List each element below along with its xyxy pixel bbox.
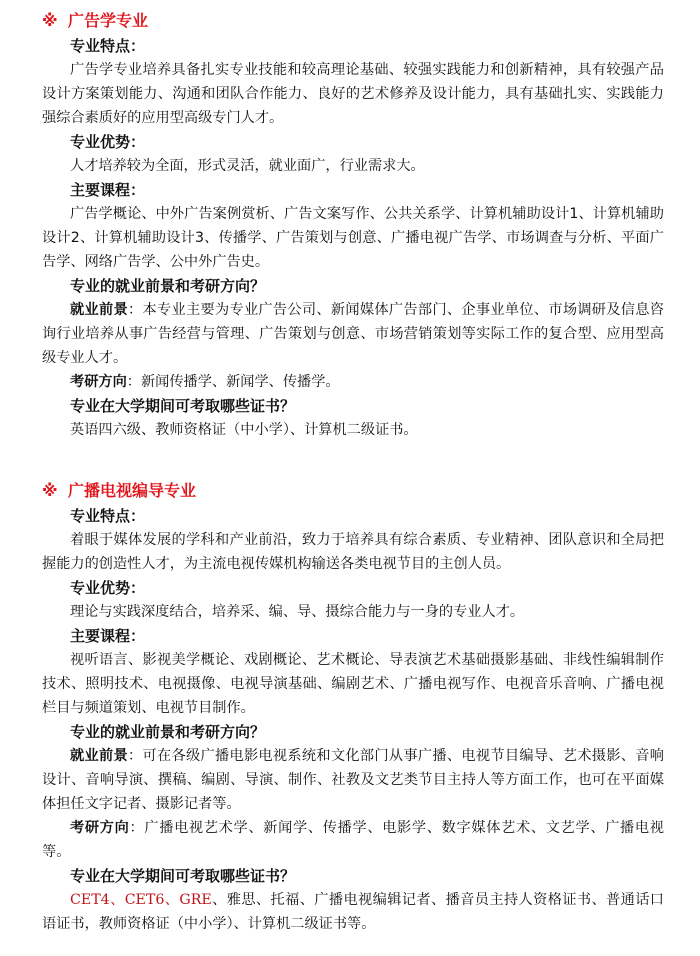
certs-rest-text: 、雅思、托福、广播电视编辑记者、播音员主持人资格证书、普通话口语证书，教师资格证（中小学）、计算机二级证书等。 <box>42 892 664 932</box>
cert-exam-names: CET4、CET6、GRE <box>70 892 212 908</box>
postgrad-text: ：新闻传播学、新闻学、传播学。 <box>126 374 340 390</box>
features-text: 着眼于媒体发展的学科和产业前沿，致力于培养具有综合素质、专业精神、团队意识和全局把握能力的创造性人才，为主流电视传媒机构输送各类电视节目的主创人员。 <box>42 532 664 572</box>
advantages-heading: 专业优势： <box>70 133 146 151</box>
courses-heading: 主要课程： <box>70 627 146 645</box>
courses-heading: 主要课程： <box>70 181 146 199</box>
postgrad-text: ：广播电视艺术学、新闻学、传播学、电影学、数字媒体艺术、文艺学、广播电视等。 <box>42 820 664 860</box>
postgrad-paragraph <box>0 370 700 394</box>
postgrad-paragraph <box>0 816 700 864</box>
advantages-text: 理论与实践深度结合，培养采、编、导、摄综合能力与一身的专业人才。 <box>70 604 525 620</box>
major-title <box>0 8 700 34</box>
major-title <box>0 478 700 504</box>
courses-text: 广告学概论、中外广告案例赏析、广告文案写作、公共关系学、计算机辅助设计1、计算机辅助设计2、计算机辅助设计3、传播学、广告策划与创意、广播电视广告学、市场调查与分析、平面广告学、网络广告学、公中外广告史。 <box>42 206 664 270</box>
employment-text: ：本专业主要为专业广告公司、新闻媒体广告部门、企事业单位、市场调研及信息咨询行业培养从事广告经营与管理、广告策划与创意、市场营销策划等实际工作的复合型、应用型高级专业人才。 <box>42 302 664 366</box>
advantages-heading: 专业优势： <box>70 579 146 597</box>
major-title-text: 广告学专业 <box>68 11 149 30</box>
postgrad-label: 考研方向 <box>70 820 130 836</box>
employment-label: 就业前景 <box>70 302 128 318</box>
employment-text: ：可在各级广播电影电视系统和文化部门从事广播、电视节目编导、艺术摄影、音响设计、音响导演、撰稿、编剧、导演、制作、社教及文艺类节目主持人等方面工作，也可在平面媒体担任文字记者、摄影记者等。 <box>42 748 664 812</box>
prospects-heading: 专业的就业前景和考研方向？ <box>70 277 266 295</box>
major-section-broadcast-directing <box>0 478 700 936</box>
employment-label: 就业前景 <box>70 748 128 764</box>
features-heading: 专业特点： <box>70 37 146 55</box>
advantages-text: 人才培养较为全面，形式灵活，就业面广，行业需求大。 <box>70 158 425 174</box>
postgrad-label: 考研方向 <box>70 374 127 390</box>
employment-paragraph <box>0 298 700 370</box>
major-section-advertising <box>0 8 700 442</box>
employment-paragraph <box>0 744 700 816</box>
prospects-heading: 专业的就业前景和考研方向？ <box>70 723 266 741</box>
certs-text <box>0 888 700 936</box>
features-text: 广告学专业培养具备扎实专业技能和较高理论基础、较强实践能力和创新精神，具有较强产品设计方案策划能力、沟通和团队合作能力、良好的艺术修养及设计能力，具有基础扎实、实践能力强综合素质好的应用型高级专门人才。 <box>42 62 664 126</box>
courses-text: 视听语言、影视美学概论、戏剧概论、艺术概论、导表演艺术基础摄影基础、非线性编辑制作技术、照明技术、电视摄像、电视导演基础、编剧艺术、广播电视写作、电视音乐音响、广播电视栏目与频道策划、电视节目制作。 <box>42 652 664 716</box>
certs-text: 英语四六级、教师资格证（中小学）、计算机二级证书。 <box>70 422 418 438</box>
cert-heading: 专业在大学期间可考取哪些证书？ <box>70 397 296 415</box>
reference-mark-icon: ※ <box>42 481 58 500</box>
major-title-text: 广播电视编导专业 <box>68 481 197 500</box>
reference-mark-icon: ※ <box>42 11 58 30</box>
cert-heading: 专业在大学期间可考取哪些证书？ <box>70 867 296 885</box>
features-heading: 专业特点： <box>70 507 146 525</box>
